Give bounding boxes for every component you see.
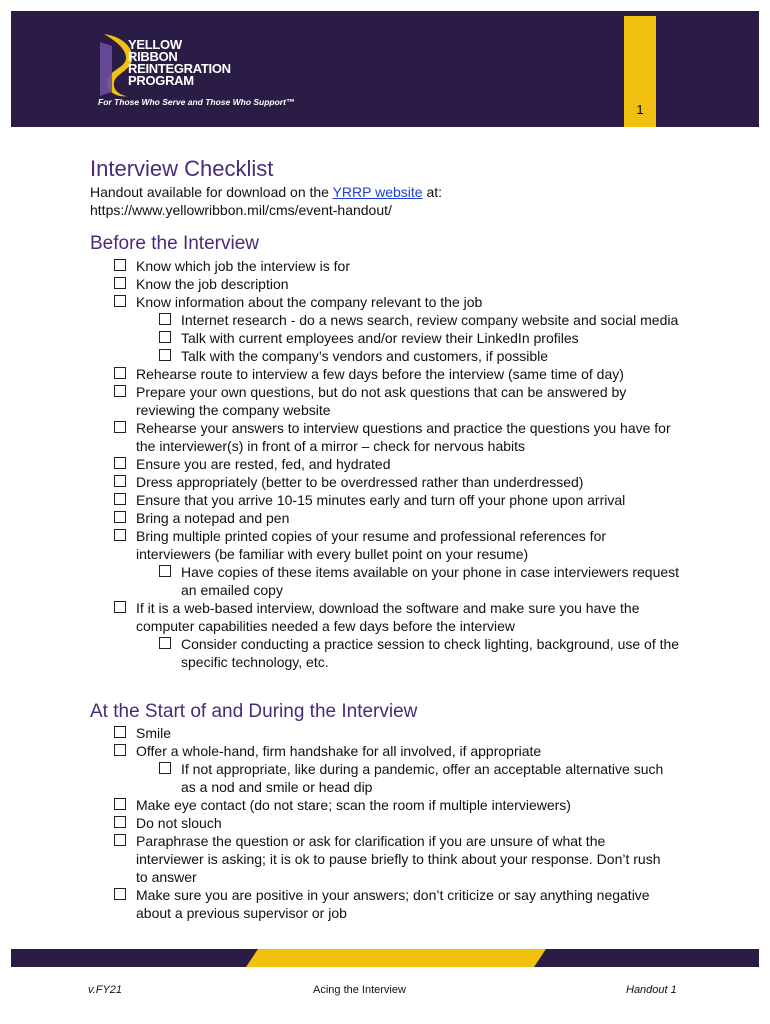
page-number: 1	[636, 102, 644, 117]
checklist-item-text: If it is a web-based interview, download the software and make sure you have the computer capabilities needed a few days before the interview	[136, 600, 640, 634]
checkbox[interactable]	[114, 367, 126, 379]
checklist-item-text: Know which job the interview is for	[136, 258, 350, 274]
checklist-item	[0, 257, 676, 275]
checklist-item-text: Talk with the company’s vendors and customers, if possible	[181, 348, 549, 364]
checklist-item-text: Know the job description	[136, 276, 289, 292]
footer-handout: Handout 1	[626, 984, 677, 996]
checkbox[interactable]	[114, 798, 126, 810]
checkbox[interactable]	[114, 601, 126, 613]
logo-line: YELLOW	[128, 37, 182, 52]
checklist-item	[0, 311, 681, 329]
checklist-item	[0, 796, 676, 814]
checklist-item	[0, 509, 676, 527]
checklist-item	[0, 329, 681, 347]
checklist-item-text: Have copies of these items available on your phone in case interviewers request an emailed copy	[181, 564, 680, 598]
checklist-item-text: Know information about the company relevant to the job	[136, 294, 483, 310]
checkbox[interactable]	[114, 385, 126, 397]
section-heading-during: At the Start of and During the Interview	[90, 701, 418, 722]
checkbox[interactable]	[114, 475, 126, 487]
checklist-item	[0, 455, 676, 473]
section-heading-before: Before the Interview	[90, 233, 259, 254]
checklist-item	[0, 527, 676, 563]
checkbox[interactable]	[114, 295, 126, 307]
logo-wordmark	[128, 39, 231, 87]
footer-version: v.FY21	[88, 984, 123, 996]
checklist-item	[0, 491, 676, 509]
checklist-item-text: Offer a whole-hand, firm handshake for all involved, if appropriate	[136, 743, 542, 759]
footer-title: Acing the Interview	[313, 984, 406, 996]
checklist-item-text: Do not slouch	[136, 815, 222, 831]
checkbox[interactable]	[159, 565, 171, 577]
checklist-item-text: Internet research - do a news search, review company website and social media	[181, 312, 679, 328]
checklist-item-text: Smile	[136, 725, 172, 741]
checkbox[interactable]	[159, 762, 171, 774]
checklist-item-text: Make eye contact (do not stare; scan the room if multiple interviewers)	[136, 797, 571, 813]
checklist-item	[0, 563, 681, 599]
checklist-item	[0, 419, 676, 455]
logo-tagline: For Those Who Serve and Those Who Support™	[98, 97, 295, 107]
footer-accent	[246, 949, 546, 967]
yrrp-logo	[88, 22, 308, 118]
checklist-item	[0, 832, 676, 886]
checklist-item	[0, 724, 676, 742]
checklist-item-text: Paraphrase the question or ask for clarification if you are unsure of what the interviewer is asking; it is ok to pause briefly to think about your response. Don’t rush to answer	[136, 833, 661, 885]
checkbox[interactable]	[114, 529, 126, 541]
checklist-item-text: Make sure you are positive in your answers; don’t criticize or say anything negative about a previous supervisor or job	[136, 887, 650, 921]
checkbox[interactable]	[114, 259, 126, 271]
checkbox[interactable]	[114, 421, 126, 433]
checklist-item	[0, 599, 676, 635]
checklist-item-text: If not appropriate, like during a pandemic, offer an acceptable alternative such as a nod and smile or head dip	[181, 761, 664, 795]
checklist-item	[0, 742, 676, 760]
checklist-item	[0, 383, 676, 419]
checkbox[interactable]	[114, 834, 126, 846]
logo-line: PROGRAM	[128, 73, 194, 88]
checkbox[interactable]	[159, 313, 171, 325]
intro-url: https://www.yellowribbon.mil/cms/event-handout/	[90, 202, 392, 218]
checklist-item-text: Dress appropriately (better to be overdressed rather than underdressed)	[136, 474, 584, 490]
checklist-item-text: Prepare your own questions, but do not ask questions that can be answered by reviewing the company website	[136, 384, 627, 418]
checkbox[interactable]	[159, 349, 171, 361]
checkbox[interactable]	[114, 888, 126, 900]
checkbox[interactable]	[114, 493, 126, 505]
checklist-item	[0, 347, 681, 365]
checklist-item	[0, 635, 681, 671]
checklist-item-text: Rehearse route to interview a few days before the interview (same time of day)	[136, 366, 624, 382]
checklist-item-text: Ensure you are rested, fed, and hydrated	[136, 456, 391, 472]
checkbox[interactable]	[114, 744, 126, 756]
checklist-before	[0, 257, 770, 671]
checklist-item-text: Ensure that you arrive 10-15 minutes early and turn off your phone upon arrival	[136, 492, 626, 508]
checkbox[interactable]	[114, 511, 126, 523]
checklist-item	[0, 473, 676, 491]
checklist-item	[0, 293, 676, 311]
checkbox[interactable]	[159, 331, 171, 343]
logo-line: REINTEGRATION	[128, 61, 231, 76]
intro-before: Handout available for download on the	[90, 184, 333, 200]
page-title: Interview Checklist	[90, 156, 274, 181]
checkbox[interactable]	[159, 637, 171, 649]
intro-text	[90, 183, 442, 219]
checklist-item	[0, 886, 676, 922]
yrrp-website-link[interactable]: YRRP website	[332, 184, 423, 200]
checklist-item	[0, 275, 676, 293]
checklist-item	[0, 760, 681, 796]
logo-line: RIBBON	[128, 49, 178, 64]
checklist-item-text: Bring a notepad and pen	[136, 510, 290, 526]
checklist-during	[0, 724, 770, 922]
checkbox[interactable]	[114, 277, 126, 289]
checkbox[interactable]	[114, 726, 126, 738]
checkbox[interactable]	[114, 457, 126, 469]
checklist-item-text: Talk with current employees and/or review their LinkedIn profiles	[181, 330, 579, 346]
checklist-item	[0, 814, 676, 832]
checklist-item-text: Consider conducting a practice session to check lighting, background, use of the specific technology, etc.	[181, 636, 680, 670]
intro-after: at:	[422, 184, 443, 200]
checklist-item	[0, 365, 676, 383]
checklist-item-text: Rehearse your answers to interview questions and practice the questions you have for the interviewer(s) in front of a mirror – check for nervous habits	[136, 420, 671, 454]
checkbox[interactable]	[114, 816, 126, 828]
checklist-item-text: Bring multiple printed copies of your resume and professional references for interviewers (be familiar with every bullet point on your resume)	[136, 528, 607, 562]
